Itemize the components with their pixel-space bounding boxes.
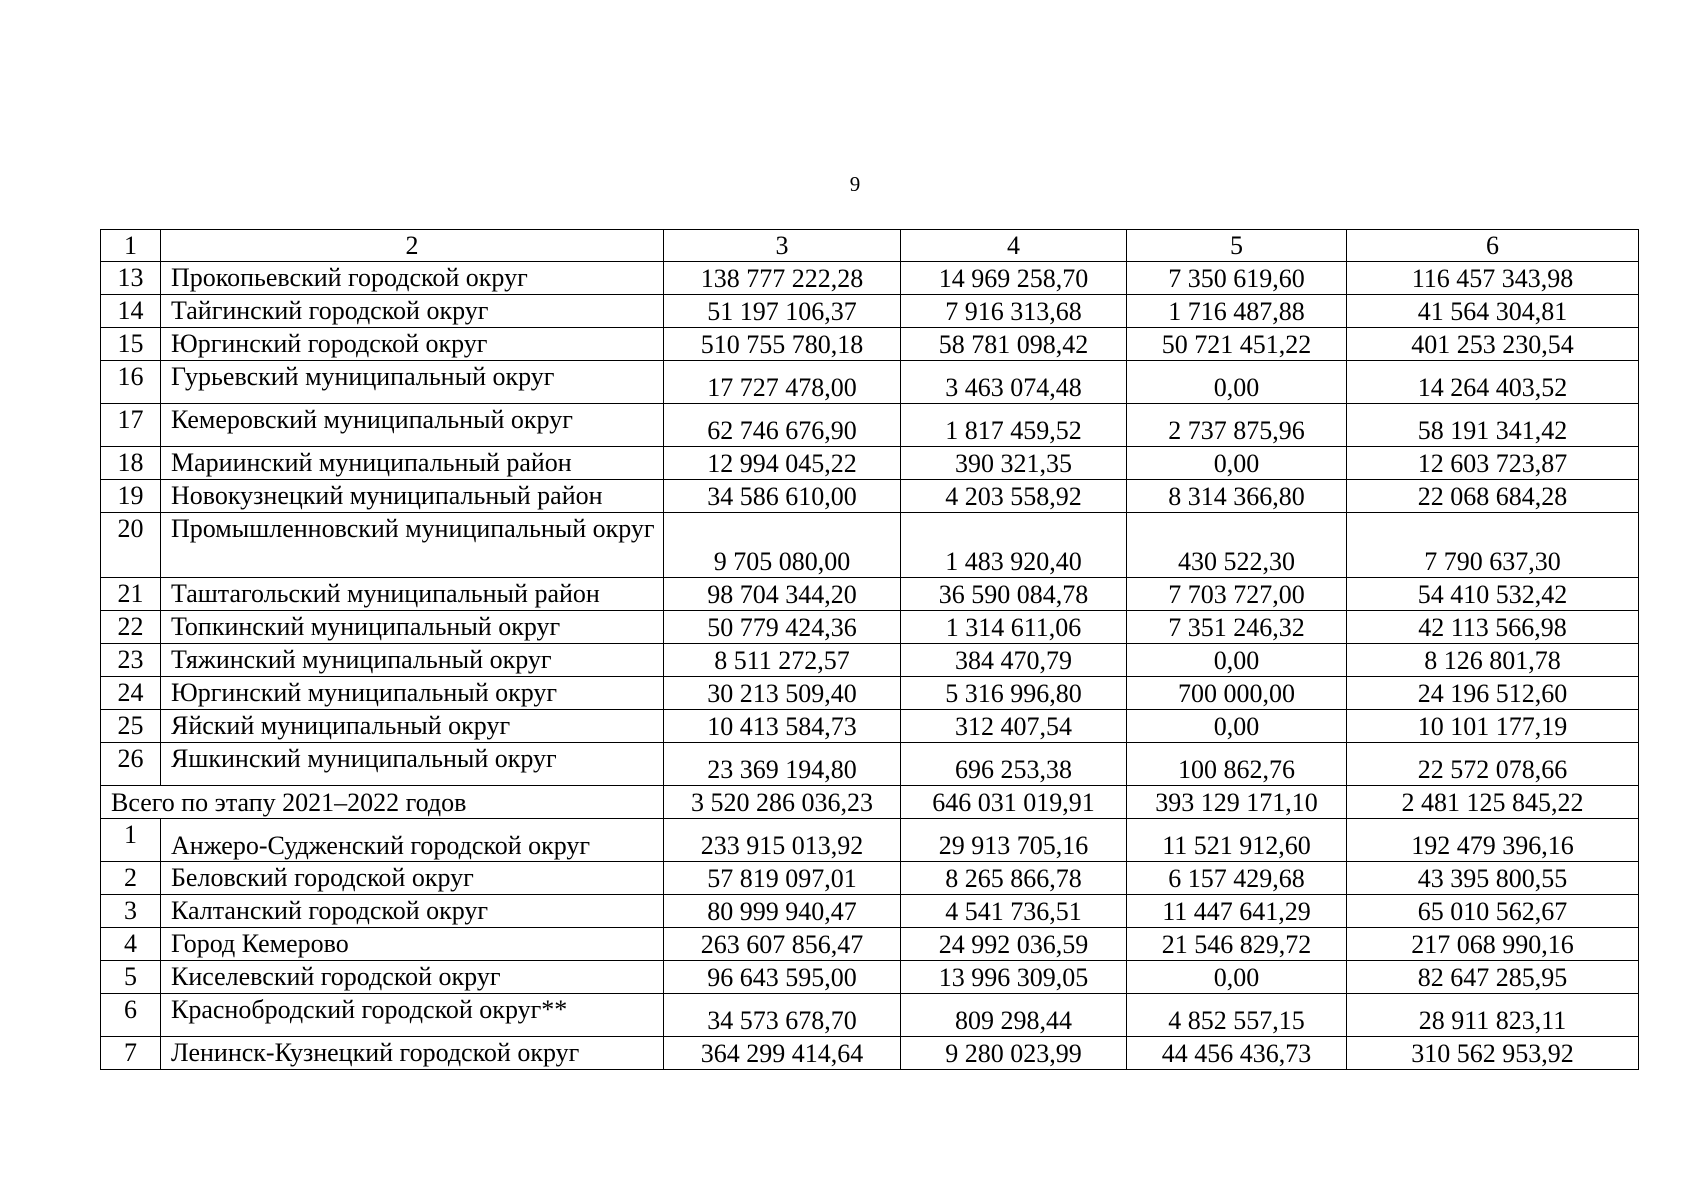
table-row bbox=[101, 928, 1639, 961]
value-col6: 7 790 637,30 bbox=[1347, 513, 1639, 578]
value-col6: 310 562 953,92 bbox=[1347, 1037, 1639, 1070]
value-col4: 4 203 558,92 bbox=[901, 480, 1127, 513]
table-row bbox=[101, 1037, 1639, 1070]
value-col6: 54 410 532,42 bbox=[1347, 578, 1639, 611]
value-col5: 6 157 429,68 bbox=[1127, 862, 1347, 895]
value-col4: 24 992 036,59 bbox=[901, 928, 1127, 961]
value-col5: 100 862,76 bbox=[1127, 743, 1347, 786]
value-col3: 8 511 272,57 bbox=[664, 644, 901, 677]
row-number: 4 bbox=[101, 928, 161, 961]
value-col4: 4 541 736,51 bbox=[901, 895, 1127, 928]
value-col5: 1 716 487,88 bbox=[1127, 295, 1347, 328]
value-col5: 8 314 366,80 bbox=[1127, 480, 1347, 513]
total-col4: 646 031 019,91 bbox=[901, 786, 1127, 819]
value-col3: 62 746 676,90 bbox=[664, 404, 901, 447]
value-col6: 58 191 341,42 bbox=[1347, 404, 1639, 447]
total-col6: 2 481 125 845,22 bbox=[1347, 786, 1639, 819]
table-row bbox=[101, 644, 1639, 677]
value-col3: 57 819 097,01 bbox=[664, 862, 901, 895]
value-col3: 138 777 222,28 bbox=[664, 262, 901, 295]
municipality-name: Тяжинский муниципальный округ bbox=[161, 644, 664, 677]
value-col4: 390 321,35 bbox=[901, 447, 1127, 480]
row-number: 13 bbox=[101, 262, 161, 295]
value-col6: 217 068 990,16 bbox=[1347, 928, 1639, 961]
value-col4: 1 314 611,06 bbox=[901, 611, 1127, 644]
value-col6: 42 113 566,98 bbox=[1347, 611, 1639, 644]
row-number: 22 bbox=[101, 611, 161, 644]
value-col5: 700 000,00 bbox=[1127, 677, 1347, 710]
value-col5: 11 447 641,29 bbox=[1127, 895, 1347, 928]
table-row bbox=[101, 895, 1639, 928]
total-col3: 3 520 286 036,23 bbox=[664, 786, 901, 819]
row-number: 2 bbox=[101, 862, 161, 895]
table-row bbox=[101, 361, 1639, 404]
municipality-name: Киселевский городской округ bbox=[161, 961, 664, 994]
value-col6: 8 126 801,78 bbox=[1347, 644, 1639, 677]
value-col3: 98 704 344,20 bbox=[664, 578, 901, 611]
municipality-name: Промышленновский муниципальный округ bbox=[161, 513, 664, 578]
total-col5: 393 129 171,10 bbox=[1127, 786, 1347, 819]
value-col4: 58 781 098,42 bbox=[901, 328, 1127, 361]
value-col4: 696 253,38 bbox=[901, 743, 1127, 786]
table-row bbox=[101, 404, 1639, 447]
value-col3: 364 299 414,64 bbox=[664, 1037, 901, 1070]
row-number: 20 bbox=[101, 513, 161, 578]
table-row bbox=[101, 578, 1639, 611]
row-number: 6 bbox=[101, 994, 161, 1037]
value-col4: 5 316 996,80 bbox=[901, 677, 1127, 710]
row-number: 17 bbox=[101, 404, 161, 447]
municipality-name: Ленинск-Кузнецкий городской округ bbox=[161, 1037, 664, 1070]
value-col6: 41 564 304,81 bbox=[1347, 295, 1639, 328]
municipality-name: Анжеро-Судженский городской округ bbox=[161, 819, 664, 862]
value-col3: 233 915 013,92 bbox=[664, 819, 901, 862]
value-col4: 7 916 313,68 bbox=[901, 295, 1127, 328]
value-col6: 14 264 403,52 bbox=[1347, 361, 1639, 404]
value-col5: 7 350 619,60 bbox=[1127, 262, 1347, 295]
value-col6: 82 647 285,95 bbox=[1347, 961, 1639, 994]
value-col3: 12 994 045,22 bbox=[664, 447, 901, 480]
table-row bbox=[101, 513, 1639, 578]
value-col4: 312 407,54 bbox=[901, 710, 1127, 743]
value-col3: 51 197 106,37 bbox=[664, 295, 901, 328]
row-number: 25 bbox=[101, 710, 161, 743]
total-row bbox=[101, 786, 1639, 819]
value-col4: 1 483 920,40 bbox=[901, 513, 1127, 578]
value-col3: 10 413 584,73 bbox=[664, 710, 901, 743]
table-row bbox=[101, 295, 1639, 328]
municipality-name: Яйский муниципальный округ bbox=[161, 710, 664, 743]
value-col3: 80 999 940,47 bbox=[664, 895, 901, 928]
value-col4: 8 265 866,78 bbox=[901, 862, 1127, 895]
value-col5: 0,00 bbox=[1127, 644, 1347, 677]
value-col4: 13 996 309,05 bbox=[901, 961, 1127, 994]
row-number: 23 bbox=[101, 644, 161, 677]
value-col3: 30 213 509,40 bbox=[664, 677, 901, 710]
column-header: 1 bbox=[101, 230, 161, 262]
value-col5: 0,00 bbox=[1127, 961, 1347, 994]
value-col6: 10 101 177,19 bbox=[1347, 710, 1639, 743]
municipality-name: Топкинский муниципальный округ bbox=[161, 611, 664, 644]
value-col4: 29 913 705,16 bbox=[901, 819, 1127, 862]
value-col5: 7 703 727,00 bbox=[1127, 578, 1347, 611]
value-col4: 384 470,79 bbox=[901, 644, 1127, 677]
table-row bbox=[101, 677, 1639, 710]
value-col3: 96 643 595,00 bbox=[664, 961, 901, 994]
municipality-name: Калтанский городской округ bbox=[161, 895, 664, 928]
value-col5: 2 737 875,96 bbox=[1127, 404, 1347, 447]
value-col6: 65 010 562,67 bbox=[1347, 895, 1639, 928]
value-col3: 23 369 194,80 bbox=[664, 743, 901, 786]
table-header-row bbox=[101, 230, 1639, 262]
row-number: 15 bbox=[101, 328, 161, 361]
row-number: 3 bbox=[101, 895, 161, 928]
value-col3: 263 607 856,47 bbox=[664, 928, 901, 961]
value-col5: 0,00 bbox=[1127, 361, 1347, 404]
table-row bbox=[101, 447, 1639, 480]
value-col5: 7 351 246,32 bbox=[1127, 611, 1347, 644]
value-col6: 24 196 512,60 bbox=[1347, 677, 1639, 710]
column-header: 5 bbox=[1127, 230, 1347, 262]
row-number: 26 bbox=[101, 743, 161, 786]
municipality-name: Краснобродский городской округ** bbox=[161, 994, 664, 1037]
value-col5: 44 456 436,73 bbox=[1127, 1037, 1347, 1070]
value-col4: 3 463 074,48 bbox=[901, 361, 1127, 404]
row-number: 5 bbox=[101, 961, 161, 994]
table-row bbox=[101, 611, 1639, 644]
value-col4: 14 969 258,70 bbox=[901, 262, 1127, 295]
municipality-name: Прокопьевский городской округ bbox=[161, 262, 664, 295]
municipality-name: Тайгинский городской округ bbox=[161, 295, 664, 328]
municipality-name: Беловский городской округ bbox=[161, 862, 664, 895]
value-col4: 809 298,44 bbox=[901, 994, 1127, 1037]
table-row bbox=[101, 819, 1639, 862]
value-col6: 401 253 230,54 bbox=[1347, 328, 1639, 361]
page-number: 9 bbox=[849, 172, 861, 196]
table-row bbox=[101, 994, 1639, 1037]
municipality-name: Город Кемерово bbox=[161, 928, 664, 961]
municipal-funding-table bbox=[100, 229, 1639, 1070]
municipality-name: Новокузнецкий муниципальный район bbox=[161, 480, 664, 513]
table-row bbox=[101, 480, 1639, 513]
value-col4: 36 590 084,78 bbox=[901, 578, 1127, 611]
value-col5: 0,00 bbox=[1127, 447, 1347, 480]
value-col5: 21 546 829,72 bbox=[1127, 928, 1347, 961]
value-col5: 11 521 912,60 bbox=[1127, 819, 1347, 862]
column-header: 2 bbox=[161, 230, 664, 262]
value-col3: 9 705 080,00 bbox=[664, 513, 901, 578]
value-col5: 0,00 bbox=[1127, 710, 1347, 743]
row-number: 21 bbox=[101, 578, 161, 611]
value-col3: 34 586 610,00 bbox=[664, 480, 901, 513]
value-col6: 22 572 078,66 bbox=[1347, 743, 1639, 786]
municipality-name: Таштагольский муниципальный район bbox=[161, 578, 664, 611]
table-row bbox=[101, 328, 1639, 361]
table-row bbox=[101, 710, 1639, 743]
value-col5: 4 852 557,15 bbox=[1127, 994, 1347, 1037]
row-number: 19 bbox=[101, 480, 161, 513]
column-header: 4 bbox=[901, 230, 1127, 262]
row-number: 16 bbox=[101, 361, 161, 404]
municipality-name: Мариинский муниципальный район bbox=[161, 447, 664, 480]
municipality-name: Яшкинский муниципальный округ bbox=[161, 743, 664, 786]
value-col5: 430 522,30 bbox=[1127, 513, 1347, 578]
value-col6: 192 479 396,16 bbox=[1347, 819, 1639, 862]
value-col6: 22 068 684,28 bbox=[1347, 480, 1639, 513]
value-col6: 116 457 343,98 bbox=[1347, 262, 1639, 295]
municipality-name: Гурьевский муниципальный округ bbox=[161, 361, 664, 404]
value-col3: 17 727 478,00 bbox=[664, 361, 901, 404]
value-col4: 9 280 023,99 bbox=[901, 1037, 1127, 1070]
table-row bbox=[101, 961, 1639, 994]
table-row bbox=[101, 862, 1639, 895]
value-col6: 28 911 823,11 bbox=[1347, 994, 1639, 1037]
value-col3: 510 755 780,18 bbox=[664, 328, 901, 361]
row-number: 14 bbox=[101, 295, 161, 328]
value-col3: 34 573 678,70 bbox=[664, 994, 901, 1037]
value-col6: 43 395 800,55 bbox=[1347, 862, 1639, 895]
total-label: Всего по этапу 2021–2022 годов bbox=[101, 786, 664, 819]
row-number: 7 bbox=[101, 1037, 161, 1070]
value-col3: 50 779 424,36 bbox=[664, 611, 901, 644]
value-col5: 50 721 451,22 bbox=[1127, 328, 1347, 361]
value-col6: 12 603 723,87 bbox=[1347, 447, 1639, 480]
municipality-name: Кемеровский муниципальный округ bbox=[161, 404, 664, 447]
value-col4: 1 817 459,52 bbox=[901, 404, 1127, 447]
table-row bbox=[101, 743, 1639, 786]
municipality-name: Юргинский муниципальный округ bbox=[161, 677, 664, 710]
table-row bbox=[101, 262, 1639, 295]
row-number: 1 bbox=[101, 819, 161, 862]
column-header: 6 bbox=[1347, 230, 1639, 262]
municipality-name: Юргинский городской округ bbox=[161, 328, 664, 361]
row-number: 18 bbox=[101, 447, 161, 480]
column-header: 3 bbox=[664, 230, 901, 262]
row-number: 24 bbox=[101, 677, 161, 710]
